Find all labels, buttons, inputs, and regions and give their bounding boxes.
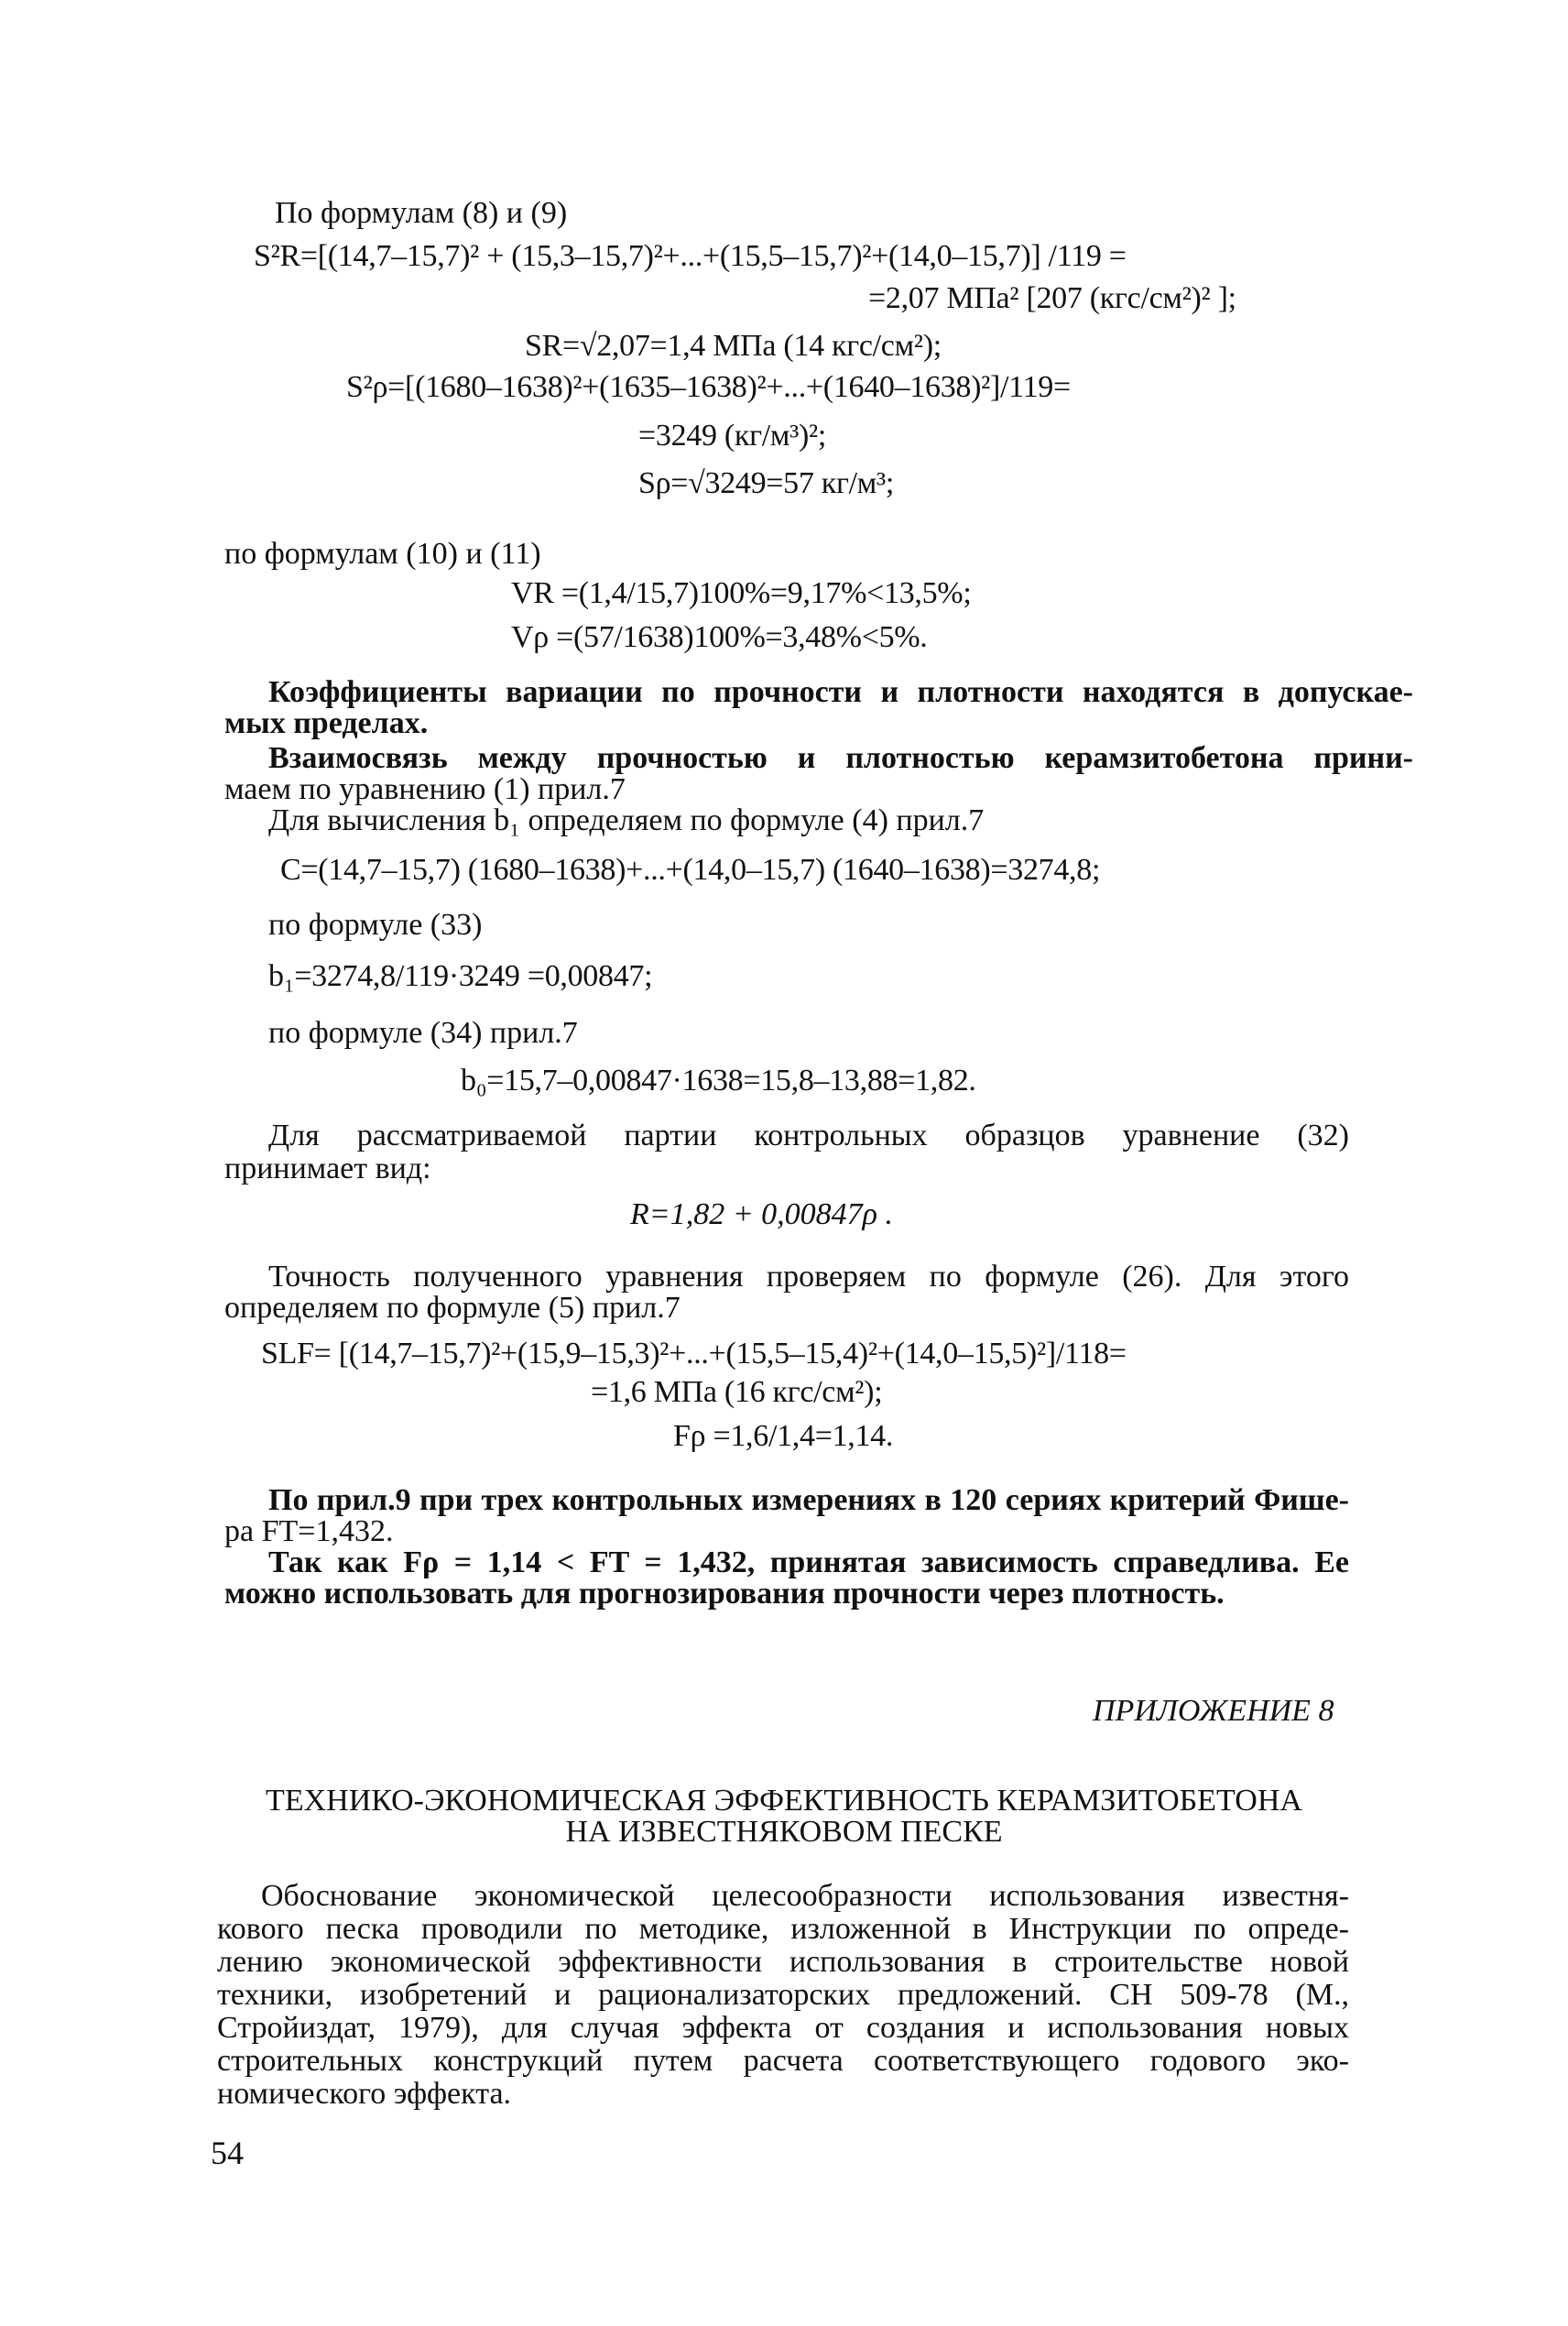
formula-slf-line2: =1,6 МПа (16 кгс/см²); <box>591 1375 883 1409</box>
formula-33-intro: по формуле (33) <box>268 908 483 942</box>
fisher-paragraph-line2: ра FT=1,432. <box>224 1514 394 1548</box>
formula-c: C=(14,7–15,7) (1680–1638)+...+(14,0–15,7) (1640–1638)=3274,8; <box>280 853 1101 887</box>
appendix-paragraph-line5: Стройиздат, 1979), для случая эффекта от создания и использования новых <box>217 2011 1349 2045</box>
formula-sp: Sρ=√3249=57 кг/м³; <box>638 466 895 500</box>
page-number: 54 <box>211 2135 244 2171</box>
formula-sp-squared-line2: =3249 (кг/м³)²; <box>638 419 827 453</box>
calc-b1-intro: Для вычисления b₁ определяем по формуле (4) прил.7 <box>268 803 985 837</box>
appendix-paragraph-line6: строительных конструкций путем расчета соответствующего годового эко- <box>217 2044 1349 2078</box>
formula-r: R=1,82 + 0,00847ρ . <box>630 1197 893 1231</box>
conclusion-paragraph-line1: Так как Fρ = 1,14 < FT = 1,432, принятая зависимость справедлива. Ее <box>268 1545 1349 1579</box>
formula-vr: VR =(1,4/15,7)100%=9,17%<13,5%; <box>511 576 972 610</box>
formula-sp-squared-line1: S²ρ=[(1680–1638)²+(1635–1638)²+...+(1640–1638)²]/119= <box>346 370 1071 404</box>
formula-sr-squared-line2: =2,07 МПа² [207 (кгс/см²)² ]; <box>868 281 1236 315</box>
formula-fp: Fρ =1,6/1,4=1,14. <box>673 1419 894 1453</box>
accuracy-paragraph-line2: определяем по формуле (5) прил.7 <box>224 1291 681 1325</box>
coefficients-paragraph-line1: Коэффициенты вариации по прочности и плотности находятся в допускае- <box>268 675 1413 709</box>
formulas-10-11-intro: по формулам (10) и (11) <box>224 537 541 571</box>
appendix-title-line1: ТЕХНИКО-ЭКОНОМИЧЕСКАЯ ЭФФЕКТИВНОСТЬ КЕРАМЗИТОБЕТОНА <box>266 1784 1302 1818</box>
fisher-paragraph-line1: По прил.9 при трех контрольных измерениях в 120 сериях критерий Фише- <box>268 1483 1349 1517</box>
formula-34-intro: по формуле (34) прил.7 <box>268 1016 578 1050</box>
formula-vp: Vρ =(57/1638)100%=3,48%<5%. <box>511 620 928 654</box>
formula-slf-line1: SLF= [(14,7–15,7)²+(15,9–15,3)²+...+(15,5–15,4)²+(14,0–15,5)²]/118= <box>261 1337 1127 1370</box>
formula-sr: SR=√2,07=1,4 МПа (14 кгс/см²); <box>525 329 942 363</box>
formula-b1: b₁=3274,8/119·3249 =0,00847; <box>268 959 653 993</box>
relation-paragraph-line1: Взаимосвязь между прочностью и плотностью керамзитобетона прини- <box>268 741 1413 775</box>
formula-b0: b₀=15,7–0,00847·1638=15,8–13,88=1,82. <box>461 1064 976 1097</box>
appendix-title-line2: НА ИЗВЕСТНЯКОВОМ ПЕСКЕ <box>565 1815 1003 1849</box>
equation-paragraph-line2: принимает вид: <box>224 1152 431 1185</box>
formulas-8-9-intro: По формулам (8) и (9) <box>275 196 568 230</box>
accuracy-paragraph-line1: Точность полученного уравнения проверяем по формуле (26). Для этого <box>268 1260 1349 1294</box>
formula-sr-squared-line1: S²R=[(14,7–15,7)² + (15,3–15,7)²+...+(15,5–15,7)²+(14,0–15,7)] /119 = <box>254 239 1127 273</box>
appendix-label: ПРИЛОЖЕНИЕ 8 <box>1093 1694 1334 1728</box>
appendix-paragraph-line2: кового песка проводили по методике, изложенной в Инструкции по опреде- <box>217 1912 1349 1946</box>
appendix-paragraph-line4: техники, изобретений и рационализаторских предложений. СН 509-78 (М., <box>217 1978 1349 2012</box>
appendix-paragraph-line1: Обоснование экономической целесообразности использования известня- <box>261 1879 1349 1913</box>
relation-paragraph-line2: маем по уравнению (1) прил.7 <box>224 772 626 806</box>
conclusion-paragraph-line2: можно использовать для прогнозирования прочности через плотность. <box>224 1577 1225 1611</box>
appendix-paragraph-line7: номического эффекта. <box>217 2077 512 2111</box>
equation-paragraph-line1: Для рассматриваемой партии контрольных образцов уравнение (32) <box>268 1119 1349 1152</box>
appendix-paragraph-line3: лению экономической эффективности использования в строительстве новой <box>217 1945 1349 1979</box>
coefficients-paragraph-line2: мых пределах. <box>224 706 429 740</box>
